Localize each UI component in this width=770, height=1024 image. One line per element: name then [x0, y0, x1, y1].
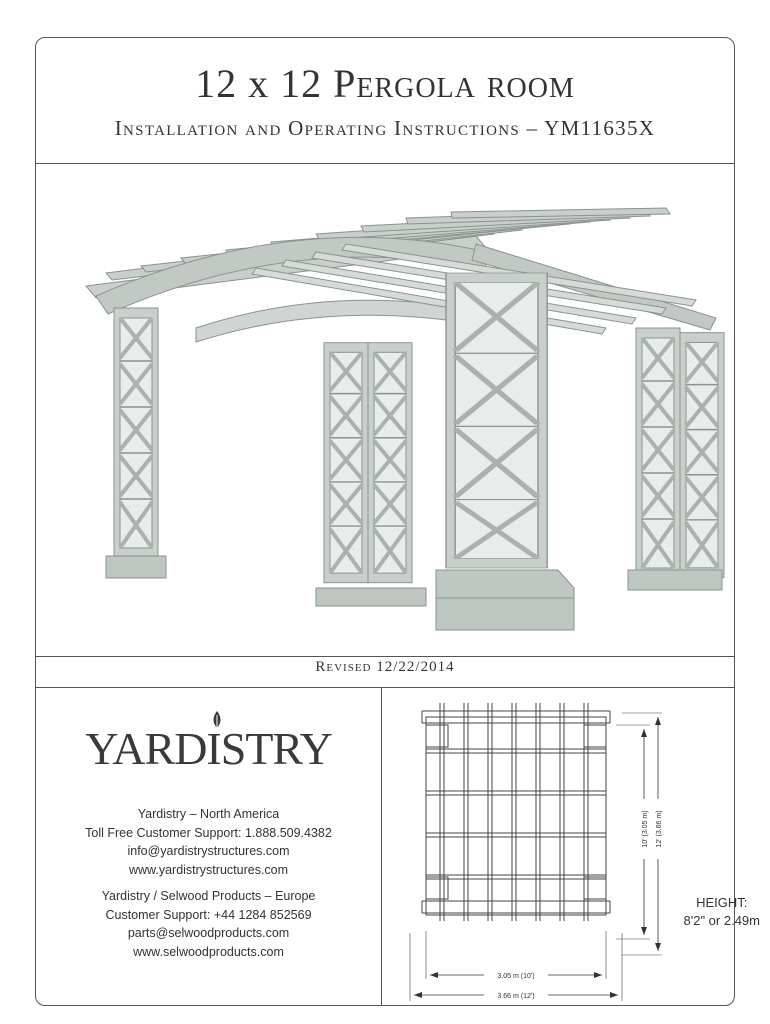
height-note: [684, 894, 760, 930]
contact-phone[interactable]: Toll Free Customer Support: 1.888.509.4382: [85, 825, 332, 840]
pergola-illustration: [46, 168, 726, 658]
contact-email[interactable]: info@yardistrystructures.com: [127, 844, 290, 858]
contact-region: Yardistry / Selwood Products – Europe: [101, 889, 316, 903]
height-value: 8'2" or 2.49m: [683, 913, 760, 928]
contact-email[interactable]: parts@selwoodproducts.com: [127, 926, 290, 940]
contact-region: Yardistry – North America: [137, 807, 280, 821]
dim-outer-width: 3.66 m (12'): [497, 993, 535, 1000]
revised-date: Revised 12/22/2014: [315, 659, 455, 675]
height-label: HEIGHT:: [696, 895, 748, 910]
contact-website[interactable]: www.selwoodproducts.com: [133, 944, 284, 959]
divider-illustration: [36, 656, 734, 657]
dim-inner-width: 3.05 m (10'): [497, 973, 535, 980]
dim-outer-depth: 12' (3.66 m): [656, 810, 663, 848]
contact-europe: [36, 887, 381, 961]
contact-panel: [36, 688, 381, 1005]
contact-north-america: [36, 805, 381, 879]
plan-view-diagram: [382, 689, 734, 1004]
dim-inner-depth: 10' (3.05 m): [642, 810, 649, 848]
page-title: 12 x 12 Pergola room: [195, 61, 575, 106]
brand-logo: YARDISTRY: [85, 723, 332, 774]
document-frame: [35, 37, 735, 1006]
divider-top: [36, 163, 734, 164]
contact-phone[interactable]: Customer Support: +44 1284 852569: [105, 907, 312, 922]
page-subtitle: Installation and Operating Instructions – YM11635X: [114, 116, 656, 140]
contact-website[interactable]: www.yardistrystructures.com: [128, 862, 289, 877]
